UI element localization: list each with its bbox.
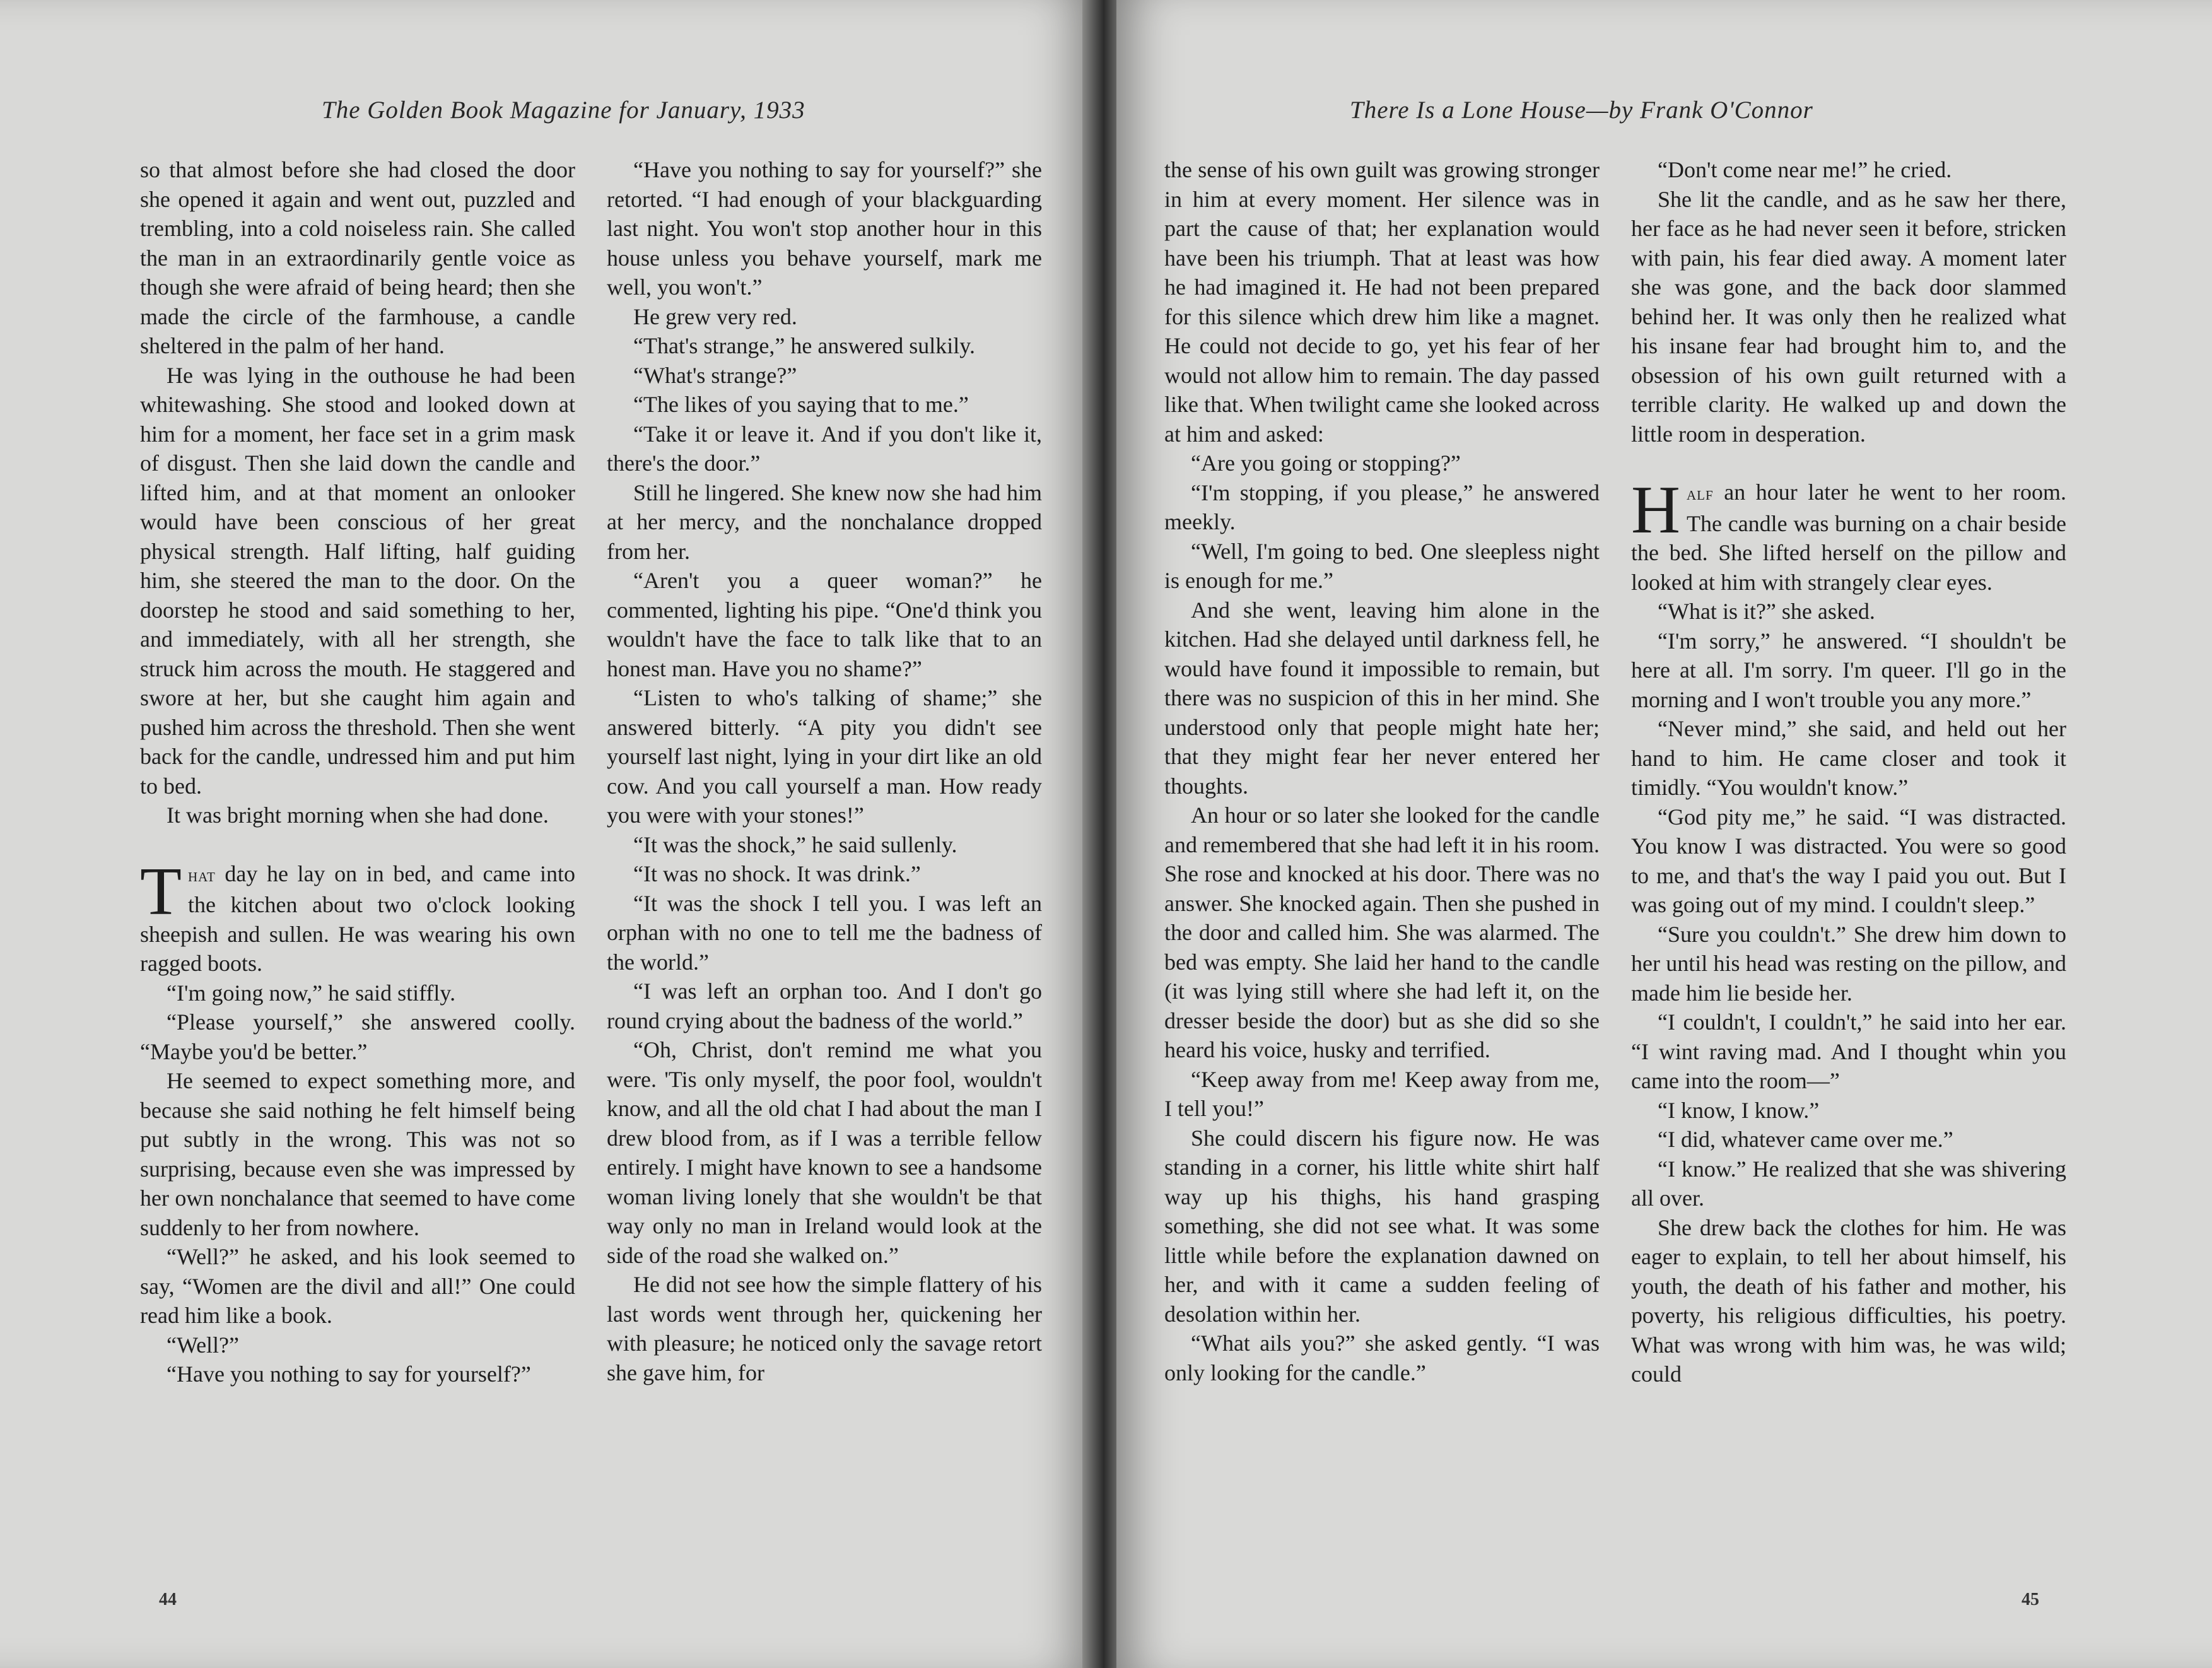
paragraph xyxy=(1631,714,2066,802)
paragraph-text: It was bright morning when she had done. xyxy=(167,802,549,828)
paragraph xyxy=(607,361,1042,391)
paragraph xyxy=(1164,155,1600,449)
paragraph-text: He was lying in the outhouse he had been whitewashing. She stood and looked down at him for a moment, her face set in a grim mask of disgust. Then she laid down the candle and lifted him, and at that moment an onlooker would have been conscious of her great physical strength. Half lifting, half guiding him, she steered the man to the door. On the doorstep he stood and said something to her, and immediately, with all her strength, she struck him across the mouth. He staggered and swore at her, but she caught him again and pushed him across the threshold. Then she went back for the candle, undressed him and put him to bed. xyxy=(140,362,575,799)
paragraph xyxy=(1164,596,1600,801)
paragraph-text: “Have you nothing to say for yourself?” xyxy=(167,1361,531,1387)
paragraph-text: so that almost before she had closed the door she opened it again and went out, puzzled and trembling, into a cold noiseless rain. She called the man in an extraordinarily gentle voice as though she were afraid of being heard; then she made the circle of the farmhouse, a candle sheltered in the palm of her hand. xyxy=(140,157,575,358)
paragraph-text: She drew back the clothes for him. He was eager to explain, to tell her about himself, his youth, the death of his father and mother, his poverty, his religious difficulties, his poetry. What was wrong with him was, he was wild; could xyxy=(1631,1214,2066,1387)
paragraph xyxy=(1164,1329,1600,1387)
paragraph-text: an hour later he went to her room. The candle was burning on a chair beside the bed. She lifted herself on the pillow and looked at him with strangely clear eyes. xyxy=(1631,479,2066,595)
page-number-left: 44 xyxy=(159,1590,177,1609)
paragraph-text: “Are you going or stopping?” xyxy=(1191,450,1461,476)
paragraph-text: An hour or so later she looked for the candle and remembered that she had left it in his room. She rose and knocked at his door. There was no answer. She knocked again. Then she pushed in the door and called him. She was alarmed. The bed was empty. She laid her hand to the candle (it was lying still where she had left it, on the dresser beside the door) but as she did so she heard his voice, husky and terrified. xyxy=(1164,802,1600,1062)
paragraph xyxy=(140,854,575,978)
paragraph-text: “God pity me,” he said. “I was distracted. You know I was distracted. You were so good to me, and that's the way I paid you out. But I was going out of my mind. I couldn't sleep.” xyxy=(1631,804,2066,917)
paragraph xyxy=(1164,1124,1600,1329)
paragraph xyxy=(1164,801,1600,1065)
paragraph xyxy=(1631,597,2066,626)
drop-cap: H xyxy=(1631,473,1680,548)
paragraph xyxy=(1631,185,2066,449)
paragraph-text: She could discern his figure now. He was standing in a corner, his little white shirt half way up his thighs, his hand grasping something, she did not see what. It was some little while before the explanation dawned on her, and with it came a sudden feeling of desolation within her. xyxy=(1164,1125,1600,1327)
paragraph-text: “Don't come near me!” he cried. xyxy=(1658,157,1952,182)
paragraph xyxy=(1631,473,2066,597)
paragraph xyxy=(140,155,575,361)
paragraph-text: day he lay on in bed, and came into the kitchen about two o'clock looking sheepish and sullen. He was wearing his own ragged boots. xyxy=(140,860,575,976)
right-page xyxy=(1116,0,2212,1668)
paragraph xyxy=(140,801,575,830)
paragraph xyxy=(1164,1065,1600,1124)
paragraph xyxy=(607,420,1042,478)
paragraph-text: “I know, I know.” xyxy=(1658,1097,1820,1123)
paragraph-text: He did not see how the simple flattery of his last words went through her, quickening her with pleasure; he noticed only the savage retort she gave him, for xyxy=(607,1272,1042,1385)
paragraph xyxy=(607,302,1042,332)
paragraph xyxy=(1631,1154,2066,1213)
paragraph xyxy=(1631,1213,2066,1389)
paragraph-text: “I did, whatever came over me.” xyxy=(1658,1127,1953,1152)
paragraph xyxy=(1631,155,2066,185)
paragraph xyxy=(607,859,1042,889)
paragraph xyxy=(1164,478,1600,537)
paragraph-text: “I'm sorry,” he answered. “I shouldn't be here at all. I'm sorry. I'm queer. I'll go in the morning and I won't trouble you any more.” xyxy=(1631,628,2066,712)
small-caps-lead: hat xyxy=(187,864,216,886)
paragraph-text: “I know.” He realized that she was shivering all over. xyxy=(1631,1156,2066,1211)
paragraph xyxy=(1631,1096,2066,1125)
left-column-1 xyxy=(140,155,575,1389)
running-head-left: The Golden Book Magazine for January, 1933 xyxy=(322,97,805,124)
paragraph xyxy=(607,830,1042,860)
right-column-1 xyxy=(1164,155,1600,1387)
paragraph-text: He grew very red. xyxy=(633,303,797,329)
paragraph xyxy=(607,566,1042,683)
paragraph-text: “Listen to who's talking of shame;” she answered bitterly. “A pity you didn't see yourself last night, lying in your dirt like an old cow. And you call yourself a man. How ready you were with your stones!” xyxy=(607,685,1042,828)
paragraph-text: “Well?” xyxy=(167,1332,240,1358)
paragraph-text: “What's strange?” xyxy=(633,362,797,388)
running-head-right: There Is a Lone House—by Frank O'Connor xyxy=(1350,97,1813,124)
paragraph-text: “It was the shock I tell you. I was left an orphan with no one to tell me the badness of the world.” xyxy=(607,890,1042,975)
paragraph-text: “Well?” he asked, and his look seemed to say, “Women are the divil and all!” One could read him like a book. xyxy=(140,1244,575,1328)
paragraph xyxy=(140,978,575,1008)
paragraph-text: “The likes of you saying that to me.” xyxy=(633,392,969,417)
paragraph xyxy=(1164,449,1600,478)
paragraph xyxy=(1631,920,2066,1008)
paragraph xyxy=(1631,626,2066,715)
paragraph xyxy=(607,977,1042,1035)
paragraph-text: “Well, I'm going to bed. One sleepless night is enough for me.” xyxy=(1164,538,1600,593)
left-column-2 xyxy=(607,155,1042,1387)
paragraph xyxy=(140,1330,575,1360)
paragraph xyxy=(607,331,1042,361)
paragraph-text: “Aren't you a queer woman?” he commented, lighting his pipe. “One'd think you wouldn't have the face to talk like that to an honest man. Have you no shame?” xyxy=(607,568,1042,681)
paragraph-text: She lit the candle, and as he saw her there, her face as he had never seen it before, stricken with pain, his fear died away. A moment later she was gone, and the back door slammed behind her. It was only then he realized what his insane fear had brought him to, and the obsession of his own guilt returned with a terrible clarity. He walked up and down the little room in desperation. xyxy=(1631,186,2066,447)
paragraph-text: “Please yourself,” she answered coolly. “Maybe you'd be better.” xyxy=(140,1009,575,1064)
page-number-right: 45 xyxy=(2022,1590,2039,1609)
paragraph-text: “Oh, Christ, don't remind me what you were. 'Tis only myself, the poor fool, wouldn't know, and all the old chat I had about the man I drew blood from, as if I was a terrible fellow entirely. I might have known to see a handsome woman living lonely that she wouldn't be that way only no man in Ireland would look at the side of the road she walked on.” xyxy=(607,1037,1042,1268)
paragraph xyxy=(140,1007,575,1066)
paragraph xyxy=(607,390,1042,420)
paragraph xyxy=(607,683,1042,830)
paragraph-text: “Take it or leave it. And if you don't like it, there's the door.” xyxy=(607,421,1042,476)
paragraph xyxy=(607,1270,1042,1387)
paragraph xyxy=(607,889,1042,977)
paragraph xyxy=(1631,802,2066,920)
paragraph-text: “Have you nothing to say for yourself?” she retorted. “I had enough of your blackguarding last night. You won't stop another hour in this house unless you behave yourself, mark me well, you won't.” xyxy=(607,157,1042,300)
paragraph-text: “Keep away from me! Keep away from me, I tell you!” xyxy=(1164,1066,1600,1121)
paragraph xyxy=(1631,1125,2066,1154)
small-caps-lead: alf xyxy=(1687,483,1714,504)
paragraph xyxy=(1164,537,1600,596)
paragraph-text: “I couldn't, I couldn't,” he said into her ear. “I wint raving mad. And I thought whin you came into the room—” xyxy=(1631,1009,2066,1093)
paragraph-text: “That's strange,” he answered sulkily. xyxy=(633,333,975,358)
paragraph-text: “Never mind,” she said, and held out her hand to him. He came closer and took it timidly. “You wouldn't know.” xyxy=(1631,716,2066,800)
paragraph-text: “I'm stopping, if you please,” he answered meekly. xyxy=(1164,479,1600,534)
paragraph-text: the sense of his own guilt was growing stronger in him at every moment. Her silence was in part the cause of that; her explanation would have been his triumph. That at least was how he had imagined it. He had not been prepared for this silence which drew him like a magnet. He could not decide to go, yet his fear of her would not allow him to remain. The day passed like that. When twilight came she looked across at him and asked: xyxy=(1164,157,1600,447)
paragraph xyxy=(607,1035,1042,1270)
paragraph-text: And she went, leaving him alone in the kitchen. Had she delayed until darkness fell, he would have found it impossible to remain, but there was no suspicion of this in her mind. She understood only that people might hate her; that they might fear her never entered her thoughts. xyxy=(1164,597,1600,799)
paragraph xyxy=(140,361,575,801)
paragraph xyxy=(140,1066,575,1242)
drop-cap: T xyxy=(140,854,182,929)
left-page xyxy=(0,0,1091,1668)
paragraph-text: “It was the shock,” he said sullenly. xyxy=(633,831,957,857)
paragraph-text: “Sure you couldn't.” She drew him down to her until his head was resting on the pillow, and made him lie beside her. xyxy=(1631,921,2066,1006)
paragraph-text: “What is it?” she asked. xyxy=(1658,599,1875,624)
paragraph xyxy=(140,1360,575,1389)
paragraph-text: “I was left an orphan too. And I don't go round crying about the badness of the world.” xyxy=(607,978,1042,1033)
paragraph-text: “It was no shock. It was drink.” xyxy=(633,861,921,886)
paragraph xyxy=(607,155,1042,302)
right-column-2 xyxy=(1631,155,2066,1389)
paragraph-text: “What ails you?” she asked gently. “I was only looking for the candle.” xyxy=(1164,1330,1600,1385)
paragraph-text: “I'm going now,” he said stiffly. xyxy=(167,980,456,1006)
paragraph-text: Still he lingered. She knew now she had him at her mercy, and the nonchalance dropped from her. xyxy=(607,479,1042,564)
paragraph xyxy=(1631,1007,2066,1096)
paragraph xyxy=(607,478,1042,567)
paragraph xyxy=(140,1242,575,1330)
paragraph-text: He seemed to expect something more, and because she said nothing he felt himself being put subtly in the wrong. This was not so surprising, because even she was impressed by her own nonchalance that seemed to have come suddenly to her from nowhere. xyxy=(140,1068,575,1240)
